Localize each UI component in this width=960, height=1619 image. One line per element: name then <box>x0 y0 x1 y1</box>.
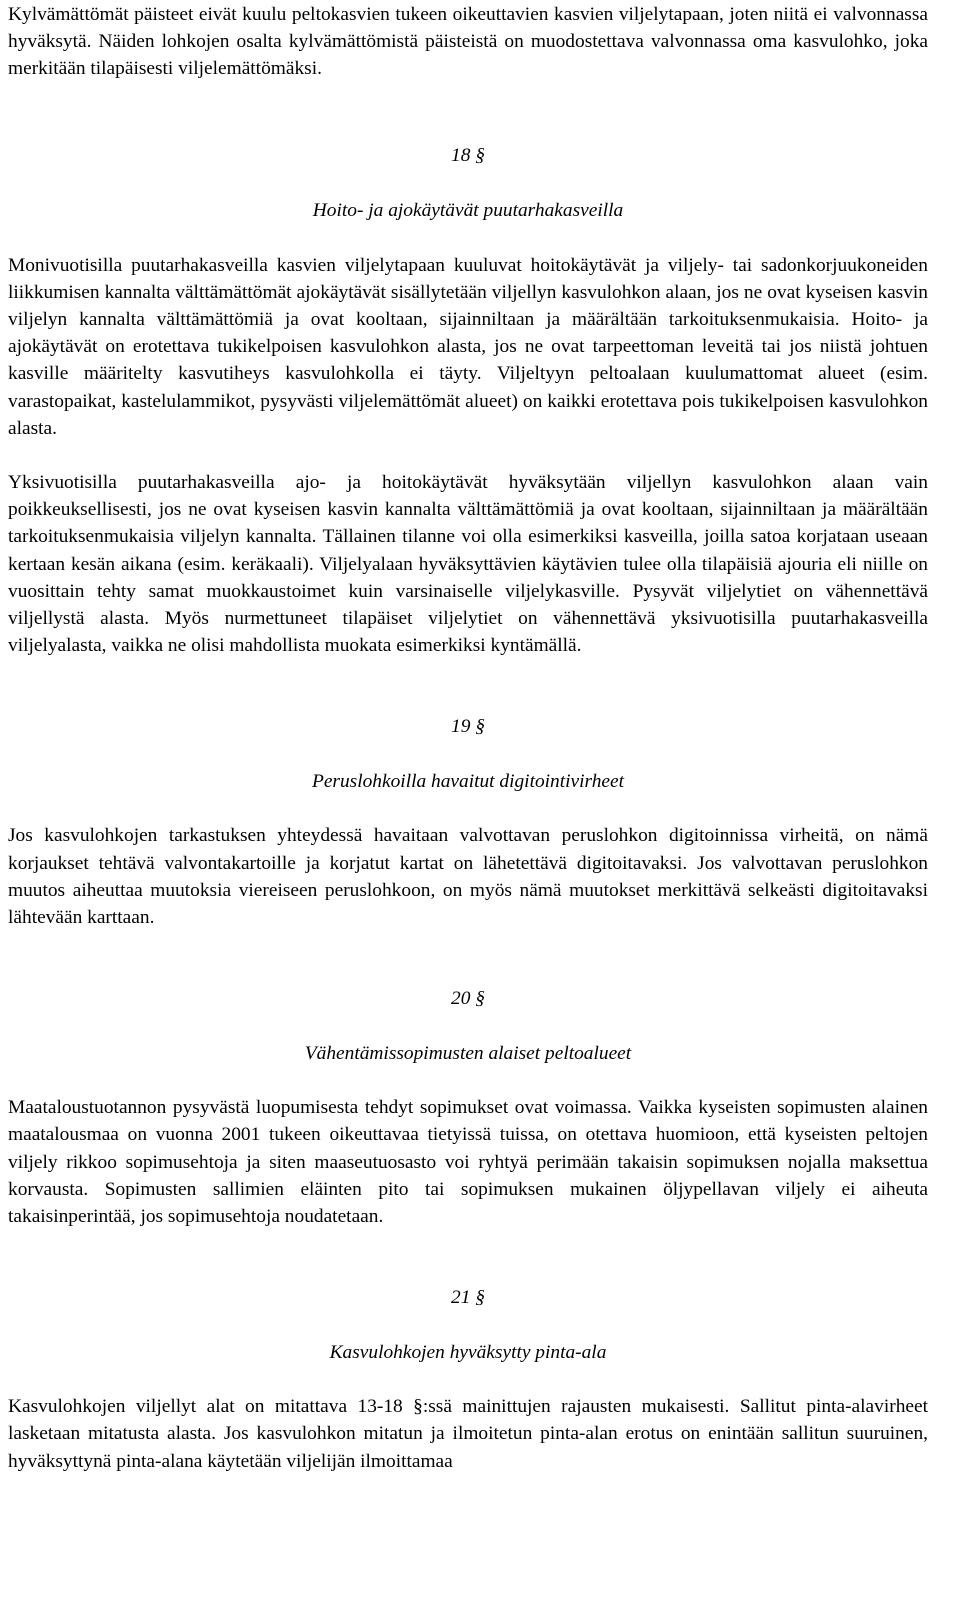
spacer <box>8 1012 928 1040</box>
spacer <box>8 1311 928 1339</box>
spacer <box>8 1230 928 1284</box>
spacer <box>8 169 928 197</box>
spacer <box>8 659 928 713</box>
spacer <box>8 795 928 822</box>
section-19-title: Peruslohkoilla havaitut digitointivirheet <box>311 771 624 793</box>
spacer <box>8 224 928 252</box>
section-21-title: Kasvulohkojen hyväksytty pinta-ala <box>329 1342 607 1364</box>
section-18-title: Hoito- ja ajokäytävät puutarhakasveilla <box>312 199 624 221</box>
intro-paragraph: Kylvämättömät päisteet eivät kuulu peltokasvien tukeen oikeuttavien kasvien viljelytapaan, joten niitä ei valvonnassa hyväksytä. Näiden lohkojen osalta kylvämättömistä päisteistä on muodostettava valvonnassa oma kasvulohko, joka merkitään tilapäisesti viljelemättömäksi. <box>8 4 928 80</box>
section-21-number: 21 § <box>451 1287 485 1309</box>
section-20-title: Vähentämissopimusten alaiset peltoalueet <box>304 1043 632 1065</box>
section-18-paragraph-2: Yksivuotisilla puutarhakasveilla ajo- ja hoitokäytävät hyväksytään viljellyn kasvulohkon alaan vain poikkeuksellisesti, jos ne ovat kyseisen kasvin kannalta välttämättömiä ja ovat kooltaan, sijainniltaan ja määrältään tarkoituksenmukaisia viljelyn kannalta. Tällainen tilanne voi olla esimerkiksi kasveilla, joilla satoa korjataan useaan kertaan kesän aikana (esim. keräkaali). Viljelyalaan hyväksyttävien käytävien tulee olla tilapäisiä ajouria eli niille on vuosittain tehty samat muokkaustoimet kuin varsinaiselle viljelykasville. Pysyvät viljelytiet on vähennettävä viljellystä alasta. Myös nurmettuneet tilapäiset viljelytiet on vähennettävä yksivuotisilla puutarhakasveilla viljelyalasta, vaikka ne olisi mahdollista muokata esimerkiksi kyntämällä. <box>8 472 928 657</box>
section-21-paragraph-1: Kasvulohkojen viljellyt alat on mitattava 13-18 §:ssä mainittujen rajausten mukaisesti. Sallitut pinta-alavirheet lasketaan mitatusta alasta. Jos kasvulohkon mitatun ja ilmoitetun pinta-alan erotus on enintään sallitun suuruinen, hyväksyttynä pinta-alana käytetään viljelijän ilmoittamaa <box>8 1396 928 1472</box>
section-20-paragraph-1: Maataloustuotannon pysyvästä luopumisesta tehdyt sopimukset ovat voimassa. Vaikka kyseisten sopimusten alainen maatalousmaa on vuonna 2001 tukeen oikeuttavaa tietyissä tuissa, on otettava huomioon, että kyseisten peltojen viljely rikkoo sopimusehtoja ja siten maaseutuosasto voi ryhtyä perimään takaisin sopimuksen nojalla maksettua korvausta. Sopimusten sallimien eläinten pito tai sopimuksen mukainen öljypellavan viljely ei aiheuta takaisinperintää, jos sopimusehtoja noudatetaan. <box>8 1097 928 1228</box>
spacer <box>8 740 928 768</box>
spacer <box>8 83 928 142</box>
section-18-paragraph-1: Monivuotisilla puutarhakasveilla kasvien viljelytapaan kuuluvat hoitokäytävät ja viljely- tai sadonkorjuukoneiden liikkumisen kannalta välttämättömät ajokäytävät sisällytetään viljellyn kasvulohkon alaan, jos ne ovat kyseisen kasvin viljelyn kannalta välttämättömiä ja ovat kooltaan, sijainniltaan ja määrältään tarkoituksenmukaisia. Hoito- ja ajokäytävät on erotettava tukikelpoisen kasvulohkon alasta, jos ne ovat tarpeettoman leveitä tai jos niistä johtuen kasville määritelty kasvutiheys kasvulohkolla ei täyty. Viljeltyyn peltoalaan kuulumattomat alueet (esim. varastopaikat, kastelulammikot, pysyvästi viljelemättömät alueet) on kaikki erotettava pois tukikelpoisen kasvulohkon alasta. <box>8 254 928 439</box>
document-page <box>8 0 928 1475</box>
section-18-number: 18 § <box>451 144 485 166</box>
spacer <box>8 1067 928 1094</box>
spacer <box>8 1366 928 1393</box>
spacer <box>8 442 928 469</box>
spacer <box>8 931 928 985</box>
section-19-paragraph-1: Jos kasvulohkojen tarkastuksen yhteydessä havaitaan valvottavan peruslohkon digitoinnissa virheitä, on nämä korjaukset tehtävä valvontakartoille ja korjatut kartat on lähetettävä digitoitavaksi. Jos valvottavan peruslohkon muutos aiheuttaa muutoksia viereiseen peruslohkoon, on myös nämä muutokset merkittävä selkeästi digitoitavaksi lähtevään karttaan. <box>8 825 928 929</box>
section-20-number: 20 § <box>451 988 485 1010</box>
section-19-number: 19 § <box>451 716 485 738</box>
